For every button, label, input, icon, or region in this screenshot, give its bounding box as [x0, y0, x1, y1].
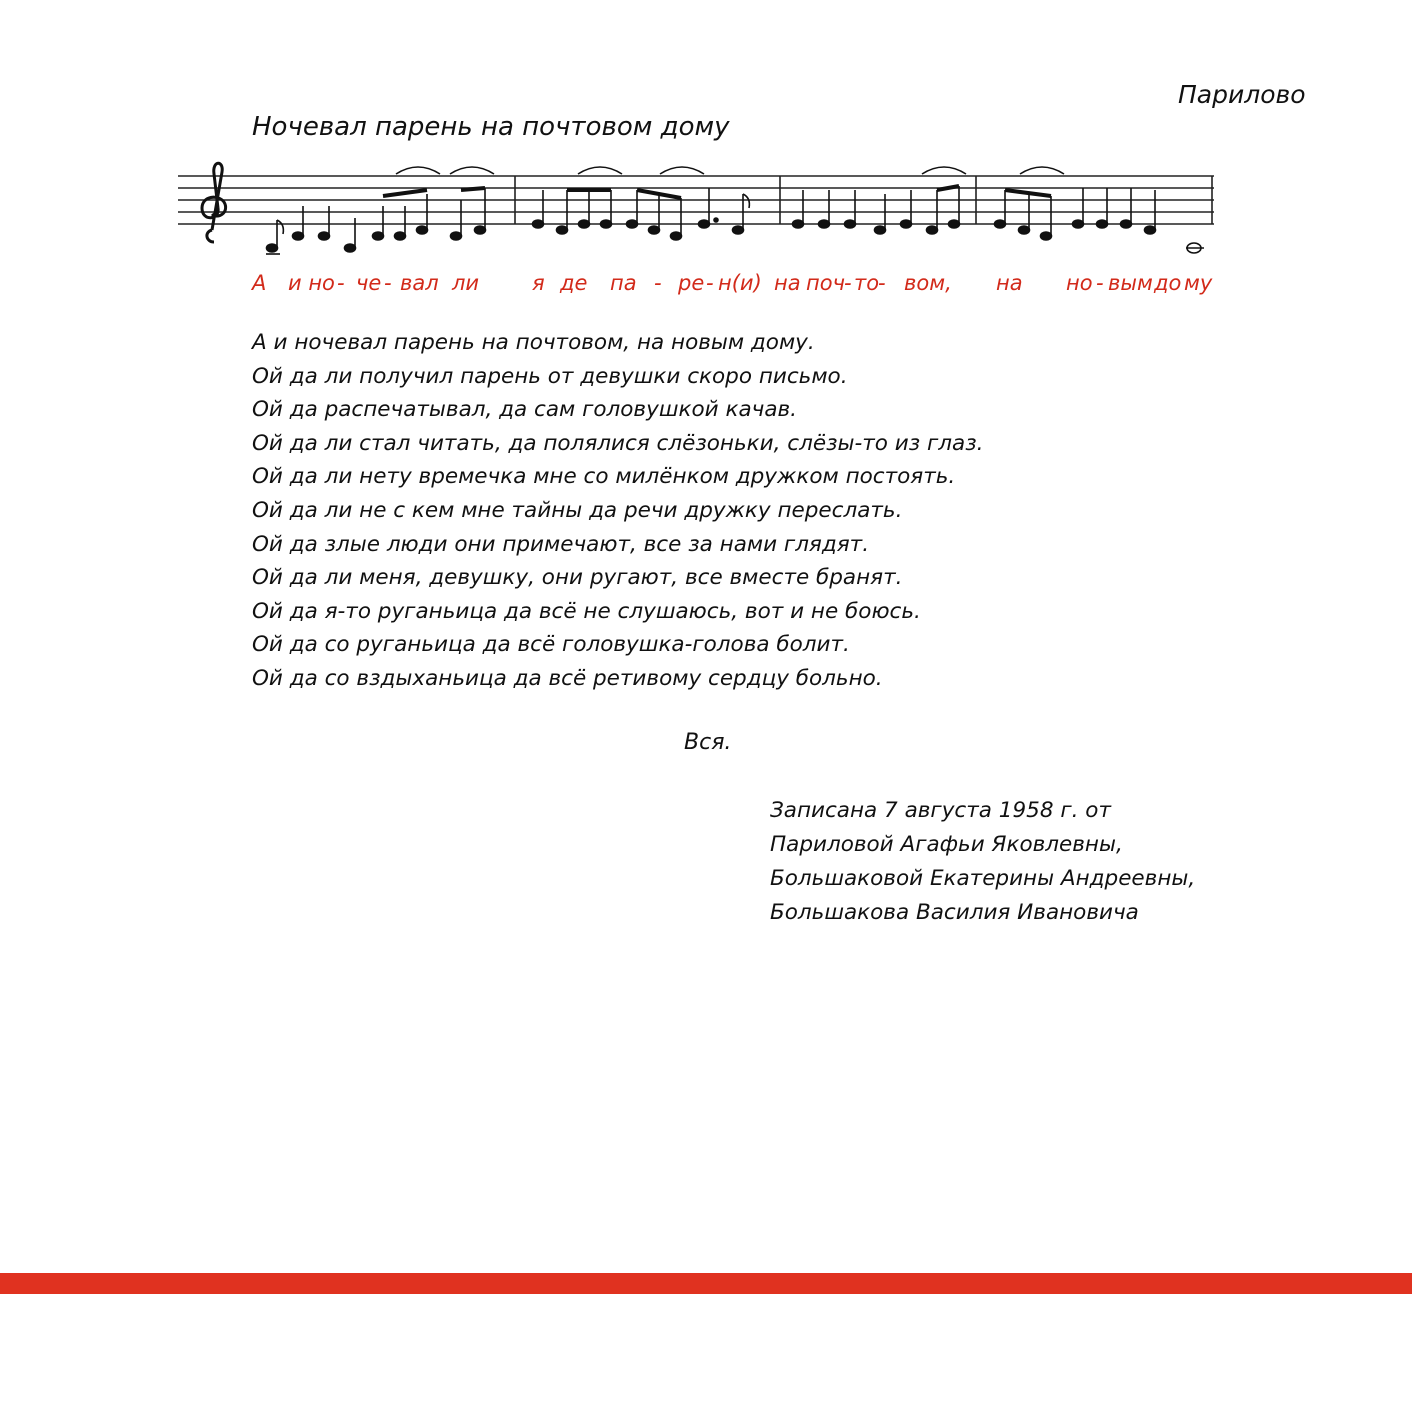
lyric-syllable: ли	[452, 271, 480, 295]
lyric-syllable: поч	[806, 271, 845, 295]
lyric-syllable: н(и)	[718, 271, 762, 295]
lyric-syllable: вал	[400, 271, 439, 295]
lyric-syllable: -	[878, 271, 886, 295]
verse-line: Ой да ли нету времечка мне со милёнком дружком постоять.	[252, 464, 956, 490]
lyric-syllable: и но	[288, 271, 335, 295]
verse-line: Ой да со вздыханьица да всё ретивому сердцу больно.	[252, 665, 883, 691]
lyric-syllable: де	[560, 271, 588, 295]
verse-list	[252, 326, 983, 696]
lyric-syllable: до	[1154, 271, 1182, 295]
lyric-syllable: А	[252, 271, 267, 295]
attribution-line: Большаковой Екатерины Андреевны,	[770, 866, 1196, 891]
lyric-syllable: че	[356, 271, 382, 295]
treble-clef-icon	[202, 163, 226, 242]
lyric-syllable: му	[1184, 271, 1213, 295]
lyrics-underlay	[250, 271, 1215, 303]
lyric-syllable: на	[996, 271, 1023, 295]
verse-line: А и ночевал парень на почтовом, на новым дому.	[252, 330, 815, 355]
lyric-syllable: -	[337, 271, 345, 295]
lyric-syllable: я	[532, 271, 545, 295]
lyric-syllable: -	[706, 271, 714, 295]
verse-line: Ой да ли стал читать, да полялися слёзоньки, слёзы-то из глаз.	[252, 430, 984, 456]
music-staff	[174, 150, 1219, 265]
lyric-syllable: вом,	[904, 271, 952, 295]
recording-attribution	[770, 794, 1195, 930]
lyric-syllable: ре	[678, 271, 705, 295]
verse-line: Ой да ли меня, девушку, они ругают, все вместе бранят.	[252, 565, 903, 591]
attribution-line: Париловой Агафьи Яковлевны,	[770, 832, 1123, 857]
lyric-syllable: то	[854, 271, 880, 295]
attribution-line: Большакова Василия Ивановича	[770, 900, 1139, 925]
verse-line: Ой да я-то руганьица да всё не слушаюсь, вот и не боюсь.	[252, 598, 921, 624]
verse-line: Ой да ли не с кем мне тайны да речи дружку переслать.	[252, 497, 903, 523]
place-name: Парилово	[1178, 80, 1306, 109]
verse-line: Ой да ли получил парень от девушки скоро письмо.	[252, 363, 848, 389]
lyric-syllable: -	[844, 271, 852, 295]
lyric-syllable: но	[1066, 271, 1093, 295]
attribution-line: Записана 7 августа 1958 г. от	[770, 798, 1111, 823]
lyric-syllable: на	[774, 271, 801, 295]
song-title: Ночевал парень на почтовом дому	[252, 112, 730, 142]
end-mark: Вся.	[684, 730, 732, 755]
lyric-syllable: -	[384, 271, 392, 295]
lyric-syllable: вым	[1108, 271, 1153, 295]
verse-line: Ой да распечатывал, да сам головушкой качав.	[252, 397, 797, 423]
verse-line: Ой да со руганьица да всё головушка-голова болит.	[252, 632, 850, 658]
lyric-syllable: па	[610, 271, 637, 295]
verse-line: Ой да злые люди они примечают, все за нами глядят.	[252, 531, 870, 557]
lyric-syllable: -	[654, 271, 662, 295]
footer-red-band	[0, 1273, 1412, 1294]
lyric-syllable: -	[1096, 271, 1104, 295]
